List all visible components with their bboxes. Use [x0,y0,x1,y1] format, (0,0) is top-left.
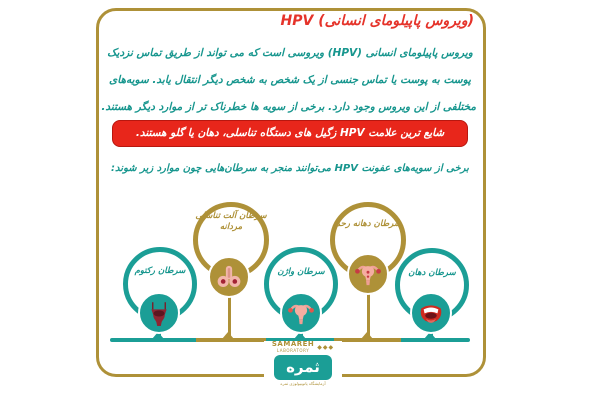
cancer-label: سرطان رکتوم [134,266,186,276]
intro-line: ویروس پاپیلومای انسانی (HPV) ویروسی است که می تواند از طریق تماس نزدیک [107,47,473,59]
lead-sentence: برخی از سویه‌های عفونت HPV می‌توانند منجر به سرطان‌هایی چون موارد زیر شوند: [111,163,469,174]
intro-line: مختلفی از این ویروس وجود دارد. برخی از سویه ها خطرناک تر از موارد دیگر هستند. [101,101,476,113]
cervix-uterus-icon [347,253,389,295]
mouth-icon [410,292,452,334]
logo-tagline: آزمایشگاه پاتوبیولوژی ثمره [280,381,326,386]
cancer-label: سرطان دهانه رحم [334,219,402,229]
logo-subtitle: LABORATORY [276,348,310,353]
page-title: (ویروس پاپیلومای انسانی) HPV [280,13,474,29]
symptom-alert-banner: شایع ترین علامت HPV زگیل های دستگاه تناسلی، دهان یا گلو هستند. [112,120,468,147]
laboratory-logo [264,341,342,388]
connector-foot [361,332,373,339]
diamonds-icon: ◆◆◆ [317,343,335,351]
logo-header [264,341,342,353]
intro-line: پوست به پوست یا تماس جنسی از یک شخص به شخص دیگر انتقال یابد. سویه‌های [109,74,471,86]
male-genital-icon [208,256,250,298]
logo-wordmark [272,341,314,353]
intro-paragraph [101,40,476,121]
cancer-label: سرطان دهان [408,268,456,278]
vagina-uterus-icon [280,292,322,334]
cancer-label: سرطان واژن [277,267,325,277]
logo-name: SAMAREH [271,340,315,348]
connector-foot [222,332,234,339]
cancer-label: سرطان آلت تناسلی مردانه [195,211,267,232]
samareh-calligraphy-mark: ثمره [274,355,332,380]
rectum-icon [138,292,180,334]
